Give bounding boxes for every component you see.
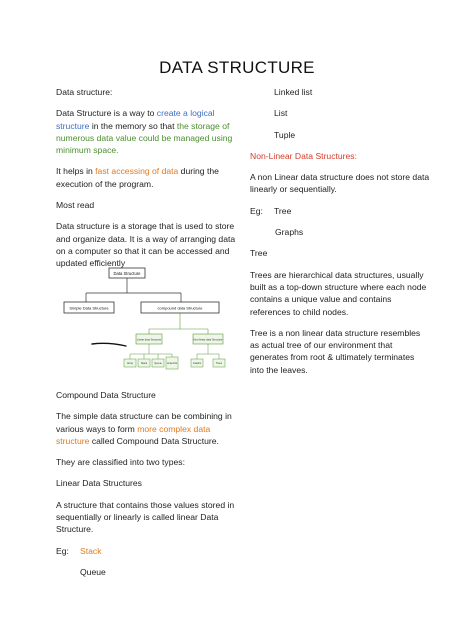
compound-node-label: compound data Structure — [157, 305, 203, 311]
linear-example-row — [56, 545, 238, 557]
linear-paragraph: A structure that contains those values stored in sequentially or linearly is called linear Data Structure. — [56, 499, 235, 535]
highlight-green: the storage of numerous data value could be managed using minimum space. — [56, 120, 233, 156]
example-linked-list: Linked list — [274, 87, 313, 97]
nonlinear-node-label: Non-linear data Structure — [193, 338, 223, 342]
tree-paragraph-2: Tree is a non linear data structure resembles as actual tree of our environment that generates from root & ultimately terminates into the leaves. — [250, 327, 421, 375]
data-structure-diagram — [56, 258, 246, 378]
classified-line: They are classified into two types: — [56, 457, 185, 468]
text-run: The simple data structure can be combining in various ways to form — [56, 411, 232, 434]
nonlinear-example-row — [250, 205, 430, 217]
leaf-node-label: Linked list — [166, 363, 178, 365]
definition-paragraph — [56, 107, 238, 156]
highlight-orange: fast accessing of data — [95, 166, 179, 177]
most-read-label: Most read — [56, 200, 95, 211]
pen-stroke-mark — [92, 343, 126, 346]
example-tuple: Tuple — [274, 129, 296, 140]
eg-label: Eg: — [250, 205, 263, 216]
storage-paragraph: Data structure is a storage that is used to store and organize data. It is a way of arranging data on a computer so that it can be accessed and updated efficiently — [56, 221, 236, 269]
text-run: Data Structure is a way to — [56, 108, 157, 119]
simple-node-label: Simple Data Structure — [69, 305, 109, 311]
example-queue: Queue — [80, 566, 106, 577]
nonlinear-heading: Non-Linear Data Structures: — [250, 150, 357, 161]
example-stack: Stack — [80, 545, 102, 556]
leaf-node-label: Stack — [140, 362, 148, 365]
example-list: List — [274, 108, 288, 119]
nonlinear-paragraph: A non Linear data structure does not store data linearly or sequentially. — [250, 172, 430, 195]
right-column — [250, 86, 430, 385]
example-graphs: Graphs — [275, 227, 304, 238]
tree-paragraph-1: Trees are hierarchical data structures, usually built as a top-down structure where each node contains a unique value and contains references to child nodes. — [250, 269, 427, 317]
highlight-orange: more complex data structure — [56, 423, 211, 446]
linear-heading: Linear Data Structures — [56, 478, 142, 489]
diagram-svg — [56, 258, 246, 378]
compound-paragraph — [56, 410, 238, 447]
compound-heading: Compound Data Structure — [56, 390, 156, 400]
left-column-lower — [56, 389, 238, 587]
page-title: DATA STRUCTURE — [159, 58, 315, 77]
left-column — [56, 86, 238, 279]
text-run: during the execution of the program. — [56, 166, 219, 189]
root-node-label: Data Structure — [113, 271, 141, 276]
leaf-node-label: Trees — [215, 362, 223, 365]
eg-label: Eg: — [56, 545, 69, 556]
text-run: in the memory so that — [89, 120, 177, 131]
helps-paragraph — [56, 165, 238, 190]
example-tree: Tree — [274, 205, 292, 216]
leaf-node-label: Array — [127, 362, 133, 365]
linear-node-label: Linear data Structure — [136, 338, 162, 342]
highlight-blue: create a logical structure — [56, 108, 215, 131]
text-run: It helps in — [56, 166, 96, 177]
data-structure-heading: Data structure: — [56, 87, 113, 97]
tree-heading: Tree — [250, 248, 268, 259]
leaf-node-label: Queue — [154, 362, 162, 365]
text-run: called Compound Data Structure. — [89, 435, 219, 446]
leaf-node-label: Graphs — [192, 362, 202, 365]
